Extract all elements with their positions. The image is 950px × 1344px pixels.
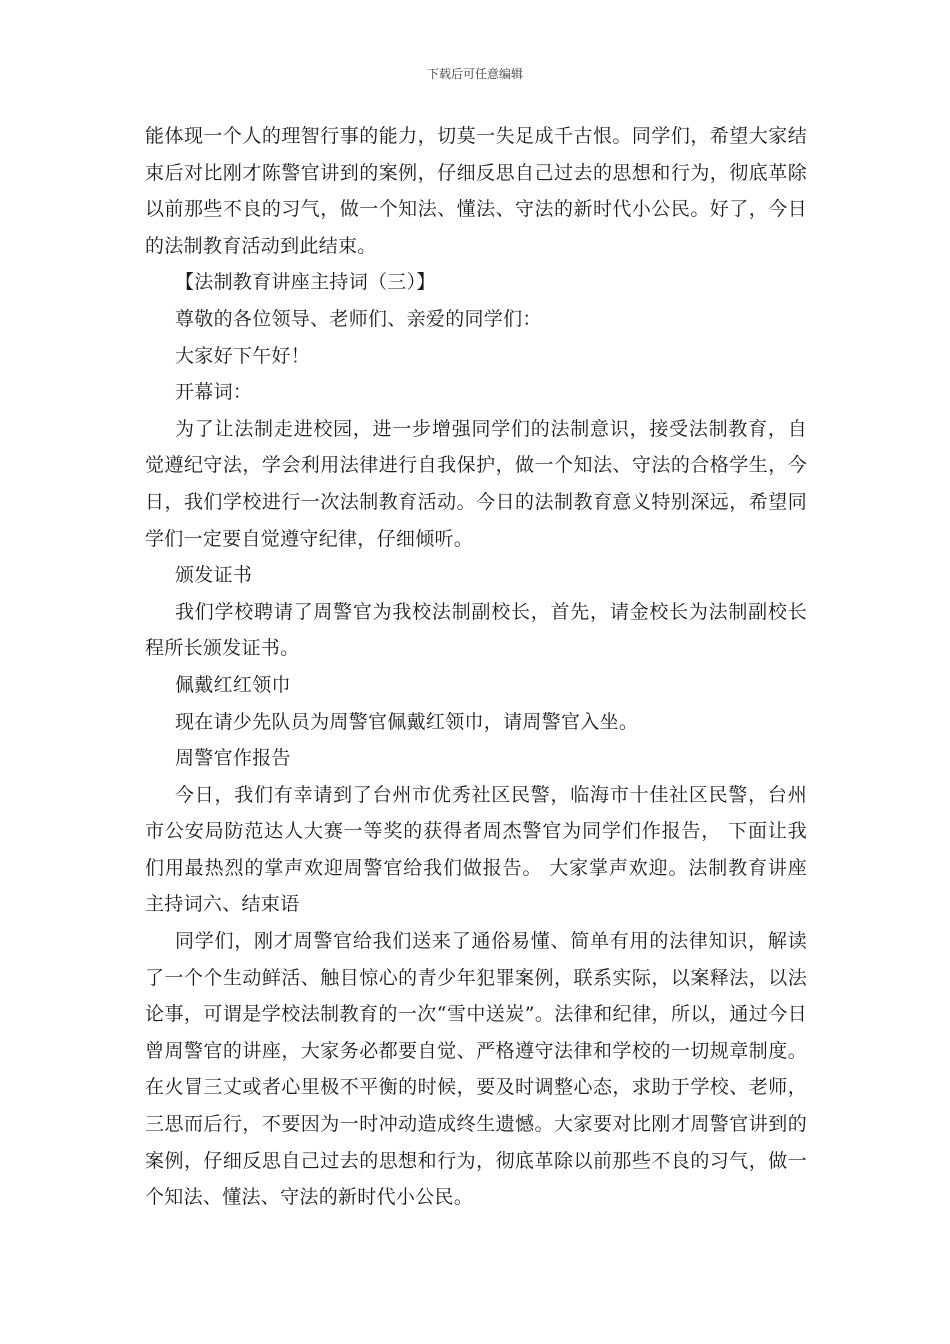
paragraph-continuation: 能体现一个人的理智行事的能力，切莫一失足成千古恨。同学们，希望大家结束后对比刚才陈警官讲到的案例，仔细反思自己过去的思想和行为，彻底革除以前那些不良的习气，做一个知法、懂法、守法的新时代小公民。好了，今日的法制教育活动到此结束。 xyxy=(145,125,807,257)
heading-certificate: 颁发证书 xyxy=(175,564,253,587)
page-header: 下载后可任意编辑 xyxy=(426,67,523,81)
paragraph-scarf: 现在请少先队员为周警官佩戴红领巾，请周警官入坐。 xyxy=(175,710,639,733)
heading-report: 周警官作报告 xyxy=(175,747,291,770)
heading-opening: 开幕词： xyxy=(175,381,253,404)
section-title: 【法制教育讲座主持词（三）】 xyxy=(175,271,436,294)
document-body xyxy=(145,118,807,1216)
heading-scarf: 佩戴红红领巾 xyxy=(175,673,291,696)
paragraph-salutation: 尊敬的各位领导、老师们、亲爱的同学们： xyxy=(175,307,542,330)
paragraph-greeting: 大家好下午好！ xyxy=(175,344,311,367)
paragraph-closing: 同学们，刚才周警官给我们送来了通俗易懂、简单有用的法律知识，解读了一个个生动鲜活、触目惊心的青少年犯罪案例，联系实际，以案释法，以法论事，可谓是学校法制教育的一次“雪中送炭”。法律和纪律，所以，通过今日曾周警官的讲座，大家务必都要自觉、严格遵守法律和学校的一切规章制度。在火冒三丈或者心里极不平衡的时候，要及时调整心态，求助于学校、老师，三思而后行，不要因为一时冲动造成终生遗憾。大家要对比刚才周警官讲到的案例，仔细反思自己过去的思想和行为，彻底革除以前那些不良的习气，做一个知法、懂法、守法的新时代小公民。 xyxy=(145,930,807,1209)
paragraph-opening: 为了让法制走进校园，进一步增强同学们的法制意识，接受法制教育，自觉遵纪守法，学会利用法律进行自我保护，做一个知法、守法的合格学生，今日，我们学校进行一次法制教育活动。今日的法制教育意义特别深远，希望同学们一定要自觉遵守纪律，仔细倾听。 xyxy=(145,417,807,550)
paragraph-certificate: 我们学校聘请了周警官为我校法制副校长，首先，请金校长为法制副校长程所长颁发证书。 xyxy=(145,600,807,660)
paragraph-report: 今日，我们有幸请到了台州市优秀社区民警，临海市十佳社区民警，台州市公安局防范达人大赛一等奖的获得者周杰警官为同学们作报告， 下面让我们用最热烈的掌声欢迎周警官给我们做报告。 大家掌声欢迎。法制教育讲座主持词六、结束语 xyxy=(145,783,807,916)
